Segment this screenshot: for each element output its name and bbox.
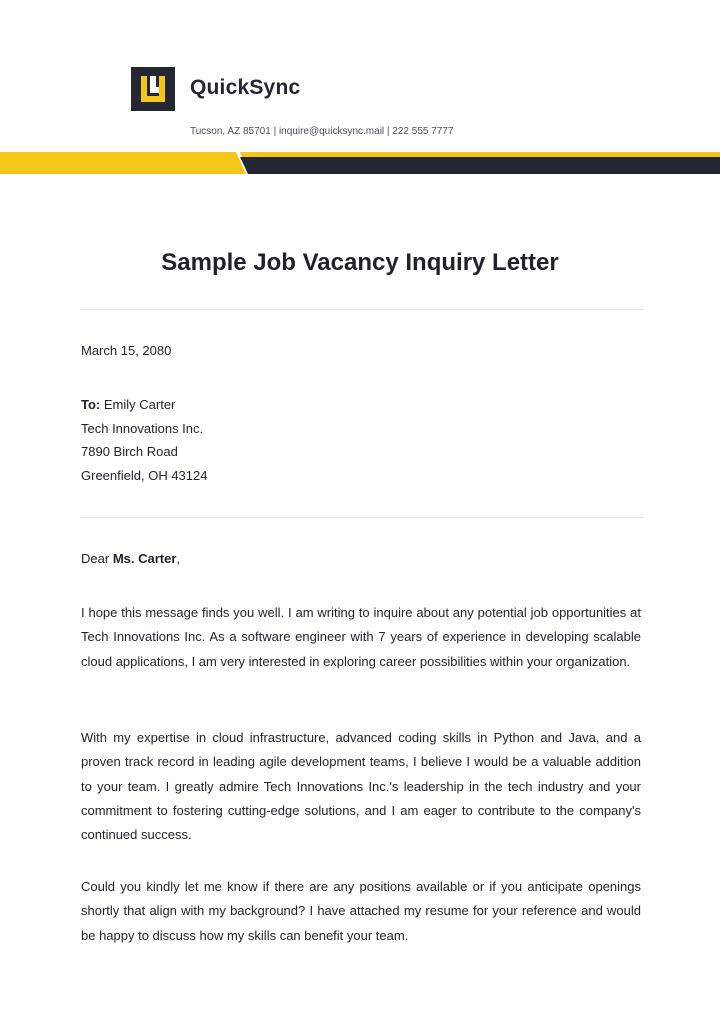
greeting-salutation: Dear bbox=[81, 551, 110, 566]
letter-title: Sample Job Vacancy Inquiry Letter bbox=[161, 249, 559, 276]
letter-date: March 15, 2080 bbox=[81, 343, 172, 358]
header-banner bbox=[0, 152, 720, 174]
recipient-street: 7890 Birch Road bbox=[81, 444, 178, 459]
to-label: To: bbox=[81, 397, 101, 412]
letter-greeting bbox=[81, 551, 180, 566]
body-paragraph: Could you kindly let me know if there are any positions available or if you anticipate openings shortly that align with my background? I have attached my resume for your reference and would be happy to discuss how my skills can benefit your team. bbox=[81, 879, 641, 943]
company-name: QuickSync bbox=[190, 76, 301, 99]
recipient-name-line bbox=[81, 397, 175, 412]
recipient-company: Tech Innovations Inc. bbox=[81, 421, 204, 436]
body-paragraph: I hope this message finds you well. I am writing to inquire about any potential job opportunities at Tech Innovations Inc. As a software engineer with 7 years of experience in developing scalable cloud applications, I am very interested in exploring career possibilities within your organization. bbox=[81, 605, 641, 669]
greeting-punct: , bbox=[176, 551, 181, 566]
quicksync-logo-icon bbox=[131, 67, 175, 111]
greeting-name: Ms. Carter bbox=[112, 551, 177, 566]
divider bbox=[80, 309, 644, 310]
recipient-city: Greenfield, OH 43124 bbox=[81, 468, 208, 483]
recipient-name: Emily Carter bbox=[103, 397, 176, 412]
company-contact-info: Tucson, AZ 85701 | inquire@quicksync.mail | 222 555 7777 bbox=[190, 126, 454, 137]
divider bbox=[80, 517, 644, 518]
body-paragraph: With my expertise in cloud infrastructure, advanced coding skills in Python and Java, and a proven track record in leading agile development teams, I believe I would be a valuable addition to your team. I greatly admire Tech Innovations Inc.'s leadership in the tech industry and your commitment to fostering cutting-edge solutions, and I am eager to contribute to the company's continued success. bbox=[81, 730, 641, 843]
